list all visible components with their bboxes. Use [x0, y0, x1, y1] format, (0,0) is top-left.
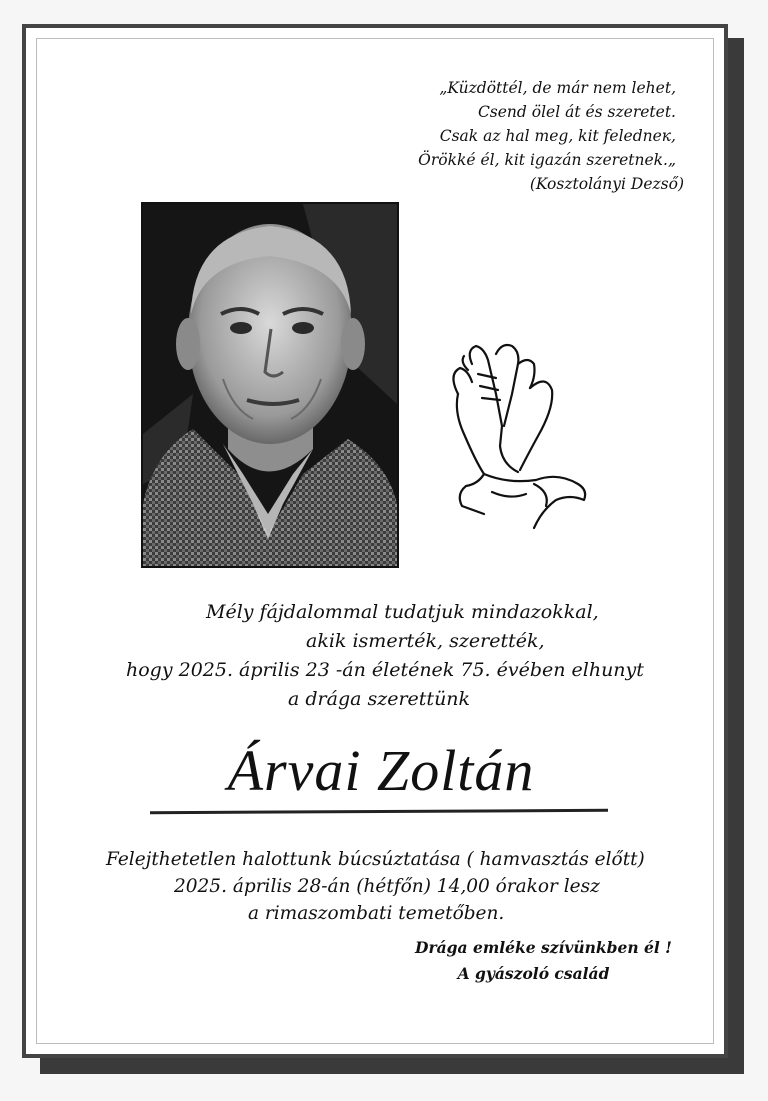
death-announcement [86, 598, 666, 714]
announcement-line: akik ismerték, szerették, [306, 630, 545, 652]
closing-words [415, 935, 672, 987]
announcement-line: hogy 2025. április 23 -án életének 75. évében elhunyt [126, 659, 644, 681]
service-line: Felejthetetlen halottunk búcsúztatása ( hamvasztás előtt) [106, 849, 645, 870]
funeral-service-info [106, 846, 706, 927]
closing-line-family: A gyászoló család [457, 964, 610, 983]
deceased-name: Árvai Zoltán [227, 738, 535, 803]
quote-line: Csend ölel át és szeretet. [477, 103, 676, 121]
obituary-card [22, 24, 728, 1058]
service-line: a rimaszombati temetőben. [248, 903, 505, 924]
service-line: 2025. április 28-án (hétfőn) 14,00 órakor lesz [174, 876, 600, 897]
portrait-photo [141, 202, 399, 568]
poem-quote [418, 76, 684, 196]
quote-line: „Küzdöttél, de már nem lehet, [439, 79, 676, 97]
quote-line: Csak az hal meg, kit feledneк, [439, 127, 676, 145]
announcement-line: Mély fájdalommal tudatjuk mindazokkal, [206, 601, 599, 623]
quote-author: (Kosztolányi Dezső) [529, 175, 684, 193]
portrait-illustration [143, 204, 397, 566]
closing-line-memory: Drága emléke szívünkben él ! [415, 938, 672, 957]
praying-hands-icon [438, 334, 598, 530]
quote-line: Örökké él, kit igazán szeretnek.„ [418, 151, 676, 169]
announcement-line: a drága szerettünk [288, 688, 471, 710]
